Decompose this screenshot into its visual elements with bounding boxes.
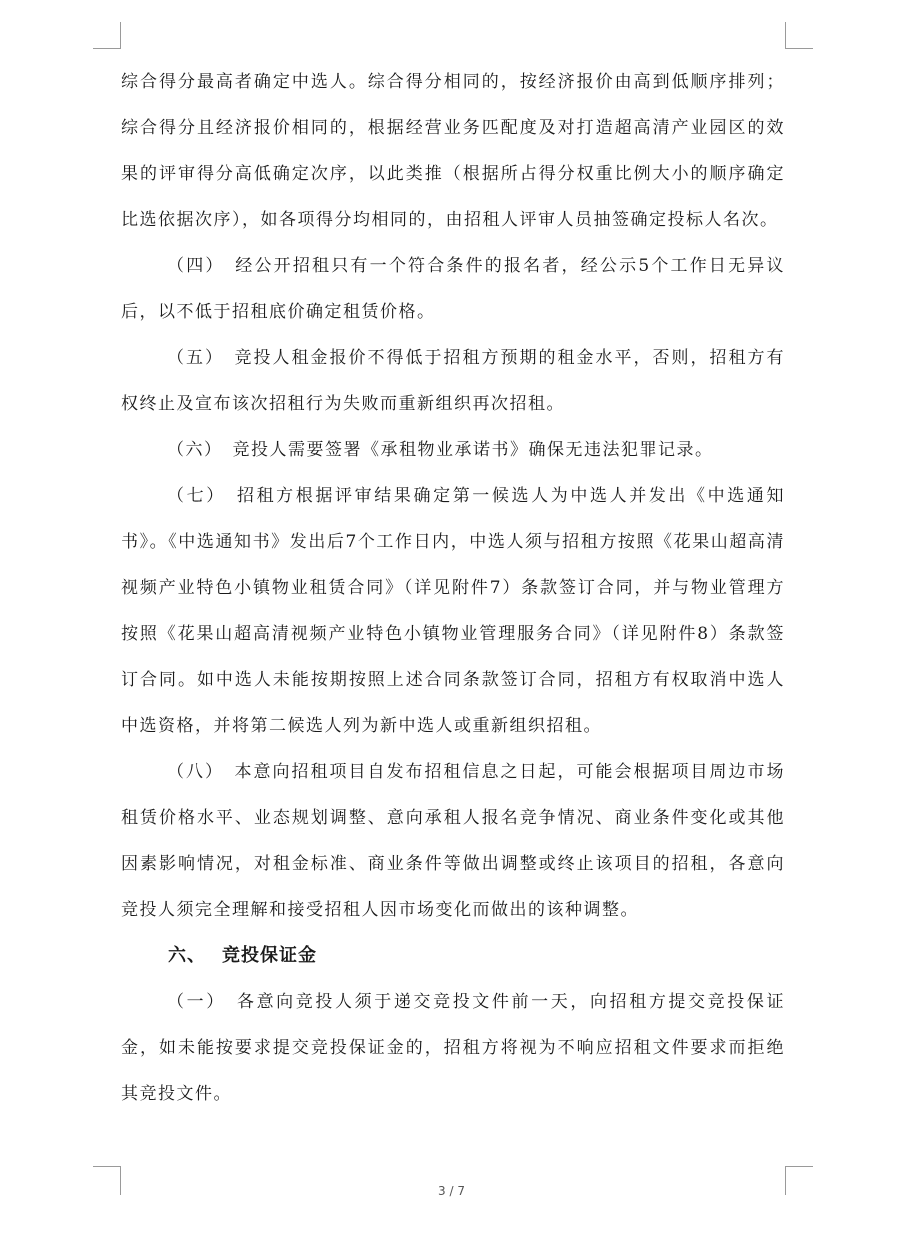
paragraph-item-8: （八） 本意向招租项目自发布招租信息之日起，可能会根据项目周边市场租赁价格水平、业态规划调整、意向承租人报名竞争情况、商业条件变化或其他因素影响情况，对租金标准、商业条件等做出调整或终止该项目的招租，各意向竞投人须完全理解和接受招租人因市场变化而做出的该种调整。	[121, 762, 785, 920]
crop-mark-top-right	[785, 22, 813, 49]
paragraph-item-4: （四） 经公开招租只有一个符合条件的报名者，经公示5个工作日无异议后，以不低于招租底价确定租赁价格。	[121, 256, 785, 322]
paragraph-continuation: 综合得分最高者确定中选人。综合得分相同的，按经济报价由高到低顺序排列；综合得分且经济报价相同的，根据经营业务匹配度及对打造超高清产业园区的效果的评审得分高低确定次序，以此类推（根据所占得分权重比例大小的顺序确定比选依据次序），如各项得分均相同的，由招租人评审人员抽签确定投标人名次。	[121, 72, 785, 230]
page-number: 3 / 7	[438, 1184, 465, 1198]
paragraph-item-5: （五） 竞投人租金报价不得低于招租方预期的租金水平，否则，招租方有权终止及宣布该次招租行为失败而重新组织再次招租。	[121, 348, 785, 414]
paragraph-item-7: （七） 招租方根据评审结果确定第一候选人为中选人并发出《中选通知书》。《中选通知书》发出后7个工作日内，中选人须与招租方按照《花果山超高清视频产业特色小镇物业租赁合同》（详见附件7）条款签订合同，并与物业管理方按照《花果山超高清视频产业特色小镇物业管理服务合同》（详见附件8）条款签订合同。如中选人未能按期按照上述合同条款签订合同，招租方有权取消中选人中选资格，并将第二候选人列为新中选人或重新组织招租。	[121, 486, 785, 736]
section-title: 竞投保证金	[222, 945, 317, 966]
page-body	[121, 59, 785, 1117]
section-number: 六、	[168, 945, 206, 966]
paragraph-deposit-1: （一） 各意向竞投人须于递交竞投文件前一天，向招租方提交竞投保证金，如未能按要求提交竞投保证金的，招租方将视为不响应招租文件要求而拒绝其竞投文件。	[121, 992, 785, 1104]
paragraph-item-6: （六） 竞投人需要签署《承租物业承诺书》确保无违法犯罪记录。	[167, 440, 714, 460]
section-heading	[121, 933, 785, 979]
crop-mark-top-left	[93, 22, 121, 49]
